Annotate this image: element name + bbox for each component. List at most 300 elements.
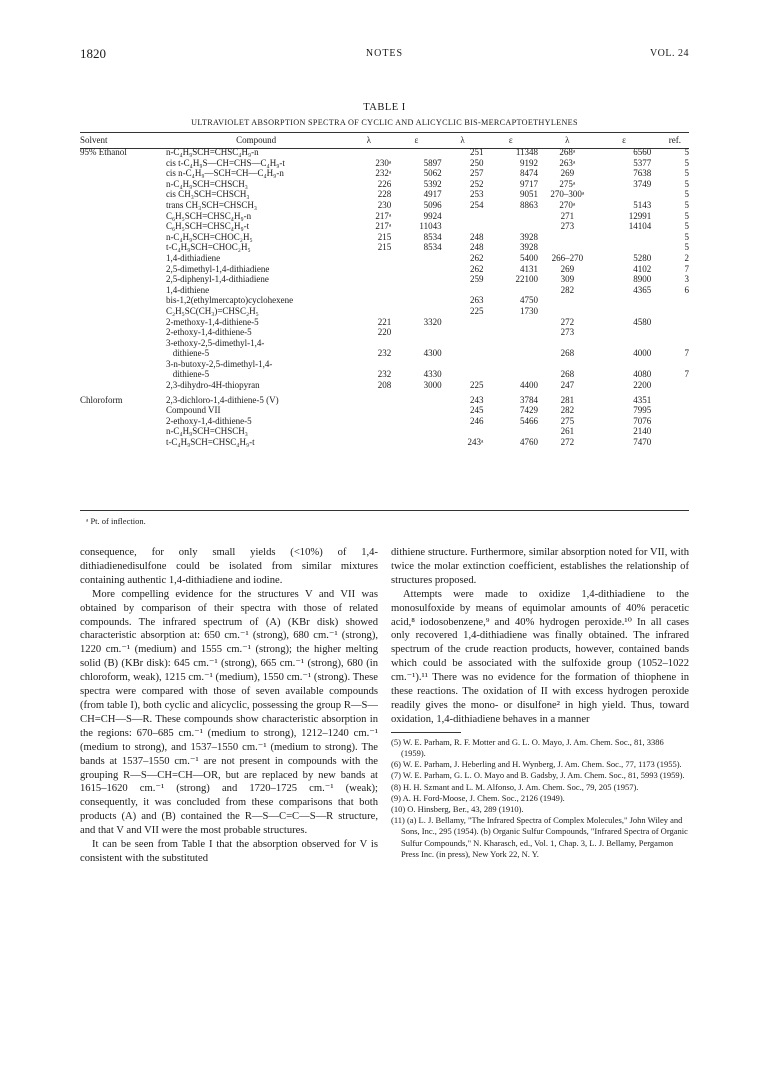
value-cell: 217ᵃ <box>375 210 392 221</box>
compound-cell: 3-n-butoxy-2,5-dimethyl-1,4- <box>165 358 273 369</box>
value-cell: 282 <box>560 284 575 295</box>
compound-cell: t-C₄H₉SCH=CHOC₂H₅ <box>165 242 251 253</box>
value-cell: 230ᵃ <box>375 157 392 168</box>
value-cell: 5897 <box>423 157 442 168</box>
value-cell: 248 <box>470 242 484 253</box>
compound-cell: cis CH₃SCH=CHSCH₃ <box>165 189 250 200</box>
value-cell: 7429 <box>520 405 539 416</box>
value-cell: 270ᵃ <box>559 199 576 210</box>
ref-cell <box>651 380 689 391</box>
value-cell: 309 <box>560 274 575 285</box>
ref-cell <box>651 426 689 437</box>
value-cell <box>442 221 484 232</box>
value-cell <box>442 211 484 222</box>
table-row <box>80 416 689 427</box>
value-cell: 245 <box>470 405 484 416</box>
footnote: (5) W. E. Parham, R. F. Motter and G. L. O. Mayo, J. Am. Chem. Soc., 81, 3386 (1959). <box>391 736 664 758</box>
ref-cell: 7 <box>684 369 689 380</box>
value-cell: 4750 <box>520 295 539 306</box>
value-cell: 230 <box>377 199 392 210</box>
value-cell: 266–270 <box>551 252 584 263</box>
table-row <box>80 348 689 359</box>
value-cell <box>442 338 484 349</box>
table-row <box>80 391 689 406</box>
value-cell: 8534 <box>423 242 442 253</box>
table-row <box>80 317 689 328</box>
ref-cell: 5 <box>684 231 689 242</box>
compound-cell: t-C₄H₉SCH=CHSC₄H₉-t <box>165 437 255 448</box>
solvent-cell <box>80 426 166 437</box>
value-cell: 3928 <box>520 231 539 242</box>
value-cell: 7638 <box>633 168 652 179</box>
ref-cell <box>651 359 689 370</box>
value-cell: 225 <box>470 305 484 316</box>
value-cell <box>391 147 441 158</box>
value-cell <box>346 285 391 296</box>
value-cell: 8863 <box>520 199 539 210</box>
ref-cell <box>651 437 689 448</box>
value-cell: 220 <box>377 327 392 338</box>
value-cell <box>484 327 539 338</box>
value-cell: 5466 <box>520 415 539 426</box>
value-cell <box>442 285 484 296</box>
value-cell <box>538 306 597 317</box>
compound-cell: 2-methoxy-1,4-dithiene-5 <box>165 316 259 327</box>
compound-cell: 3-ethoxy-2,5-dimethyl-1,4- <box>165 337 265 348</box>
compound-cell: C₂H₅SC(CH₃)=CHSC₂H₅ <box>165 305 259 316</box>
value-cell <box>346 147 391 158</box>
left-text-column <box>80 546 378 866</box>
table-row <box>80 232 689 243</box>
table-body <box>80 147 689 448</box>
compound-cell: bis-1,2(ethylmercapto)cyclohexene <box>165 295 294 306</box>
footnote: (8) H. H. Szmant and L. M. Alfonso, J. Am. Chem. Soc., 79, 205 (1957). <box>391 781 639 792</box>
table-row <box>80 158 689 169</box>
value-cell <box>346 437 391 448</box>
paragraph: consequence, for only small yields (<10%) of 1,4-dithiadienedisulfone could be isolated from similar mixtures containing authentic 1,4-dithiadiene and iodine. <box>80 547 378 586</box>
paragraph: It can be seen from Table I that the absorption observed for V is consistent with the substituted <box>80 839 378 864</box>
value-cell: 5096 <box>423 199 442 210</box>
solvent-cell <box>80 200 166 211</box>
solvent-cell <box>80 405 166 416</box>
value-cell: 217ᵃ <box>375 221 392 232</box>
compound-cell: n-C₄H₉SCH=CHSCH₃ <box>165 178 248 189</box>
solvent-cell <box>80 242 166 253</box>
value-cell <box>442 348 484 359</box>
value-cell <box>484 211 539 222</box>
value-cell: 252 <box>470 178 484 189</box>
solvent-cell <box>80 189 166 200</box>
value-cell: 272 <box>560 316 575 327</box>
value-cell: 5392 <box>423 178 442 189</box>
column-header: λ <box>565 135 570 146</box>
ref-cell: 3 <box>684 274 689 285</box>
footnote: (11) (a) L. J. Bellamy, "The Infrared Spectra of Complex Molecules," John Wiley and Sons, Inc., 295 (1954). (b) Organic Sulfur Compounds, "Infrared Spectra of Organic Sulfur Compounds," N. Kharasch, ed., Vol. 1, Chap. 3, L. J. Bellamy, Pergamon Press Inc. (in press), New York 22, N. Y. <box>391 815 688 859</box>
value-cell: 273 <box>560 327 575 338</box>
ref-cell <box>651 317 689 328</box>
value-cell: 4300 <box>423 348 442 359</box>
value-cell: 3320 <box>423 316 442 327</box>
solvent-cell: 95% Ethanol <box>80 147 127 157</box>
value-cell: 254 <box>470 199 484 210</box>
value-cell: 232 <box>377 348 392 359</box>
solvent-cell: Chloroform <box>80 394 123 405</box>
value-cell: 269 <box>560 168 575 179</box>
compound-cell: cis t-C₄H₉S—CH=CHS—C₄H₉-t <box>165 157 285 168</box>
value-cell <box>346 264 391 275</box>
value-cell: 4760 <box>520 437 539 448</box>
value-cell: 12991 <box>628 210 652 221</box>
compound-cell: Compound VII <box>165 405 221 416</box>
footnote: (7) W. E. Parham, G. L. O. Mayo and B. Gadsby, J. Am. Chem. Soc., 81, 5993 (1959). <box>391 770 685 781</box>
value-cell <box>391 437 441 448</box>
value-cell: 4080 <box>633 369 652 380</box>
value-cell: 2140 <box>633 426 652 437</box>
value-cell: 9924 <box>423 210 442 221</box>
compound-cell: 2,5-diphenyl-1,4-dithiadiene <box>165 274 269 285</box>
value-cell <box>484 285 539 296</box>
solvent-cell <box>80 285 166 296</box>
value-cell: 262 <box>470 263 484 274</box>
value-cell: 263 <box>470 295 484 306</box>
value-cell: 225 <box>470 380 484 391</box>
ref-cell <box>651 405 689 416</box>
value-cell <box>484 348 539 359</box>
value-cell: 247 <box>560 380 575 391</box>
solvent-cell <box>80 158 166 169</box>
table-row <box>80 327 689 338</box>
value-cell: 243 <box>470 394 484 405</box>
value-cell <box>391 285 441 296</box>
table-row <box>80 147 689 158</box>
table-row <box>80 285 689 296</box>
table-row <box>80 306 689 317</box>
value-cell: 5280 <box>633 252 652 263</box>
solvent-cell <box>80 221 166 232</box>
compound-cell: C₆H₅SCH=CHSC₄H₉-n <box>165 210 252 221</box>
value-cell: 228 <box>377 189 392 200</box>
column-header: Solvent <box>80 135 108 146</box>
value-cell <box>597 242 652 253</box>
table-footnote: ᵃ Pt. of inflection. <box>86 516 146 526</box>
value-cell: 259 <box>470 274 484 285</box>
value-cell: 273 <box>560 221 575 232</box>
value-cell: 4102 <box>633 263 652 274</box>
value-cell <box>597 306 652 317</box>
value-cell <box>391 306 441 317</box>
value-cell: 22100 <box>515 274 539 285</box>
value-cell <box>597 359 652 370</box>
value-cell <box>442 327 484 338</box>
value-cell <box>346 416 391 427</box>
value-cell: 3784 <box>520 394 539 405</box>
table-row <box>80 242 689 253</box>
value-cell <box>346 306 391 317</box>
value-cell <box>391 426 441 437</box>
value-cell: 262 <box>470 252 484 263</box>
table-row <box>80 369 689 380</box>
footnote-rule <box>391 732 461 733</box>
compound-cell: 1,4-dithiene <box>165 284 210 295</box>
ref-cell: 5 <box>684 178 689 189</box>
value-cell: 7470 <box>633 437 652 448</box>
footnote: (10) O. Hinsberg, Ber., 43, 289 (1910). <box>391 804 524 814</box>
value-cell: 251 <box>470 147 484 157</box>
volume-label: VOL. 24 <box>649 48 689 59</box>
value-cell <box>484 359 539 370</box>
value-cell: 3000 <box>423 380 442 391</box>
solvent-cell <box>80 369 166 380</box>
value-cell: 250 <box>470 157 484 168</box>
table-bottom-rule <box>80 510 689 511</box>
ref-cell: 7 <box>684 263 689 274</box>
footnote: (9) A. H. Ford-Moose, J. Chem. Soc., 2126 (1949). <box>391 792 565 803</box>
value-cell <box>346 338 391 349</box>
value-cell <box>346 426 391 437</box>
solvent-cell <box>80 359 166 370</box>
value-cell <box>484 338 539 349</box>
ref-cell: 7 <box>684 348 689 359</box>
value-cell: 4131 <box>520 263 539 274</box>
value-cell: 1730 <box>520 305 539 316</box>
value-cell <box>597 189 652 200</box>
value-cell <box>484 369 539 380</box>
value-cell: 4917 <box>423 189 442 200</box>
solvent-cell <box>80 437 166 448</box>
value-cell: 215 <box>377 231 392 242</box>
value-cell <box>391 327 441 338</box>
value-cell <box>538 338 597 349</box>
ref-cell: 5 <box>684 242 689 253</box>
value-cell <box>538 359 597 370</box>
value-cell: 268ᵃ <box>559 147 576 157</box>
solvent-cell <box>80 295 166 306</box>
value-cell <box>346 274 391 285</box>
solvent-cell <box>80 338 166 349</box>
ref-cell: 5 <box>684 199 689 210</box>
footnote: (6) W. E. Parham, J. Heberling and H. Wynberg, J. Am. Chem. Soc., 77, 1173 (1955). <box>391 759 682 770</box>
value-cell: 4580 <box>633 316 652 327</box>
value-cell: 275 <box>560 415 575 426</box>
value-cell: 8474 <box>520 168 539 179</box>
value-cell: 4365 <box>633 284 652 295</box>
solvent-cell <box>80 274 166 285</box>
value-cell <box>391 253 441 264</box>
table-row <box>80 426 689 437</box>
ref-cell: 5 <box>684 221 689 232</box>
value-cell <box>484 317 539 328</box>
column-header: ε <box>622 135 626 146</box>
ref-cell: 6 <box>684 284 689 295</box>
compound-cell: dithiene-5 <box>165 369 210 380</box>
value-cell <box>391 264 441 275</box>
value-cell <box>391 338 441 349</box>
value-cell: 248 <box>470 231 484 242</box>
value-cell: 263ᵃ <box>559 157 576 168</box>
value-cell: 9192 <box>520 157 539 168</box>
value-cell <box>391 416 441 427</box>
value-cell: 215 <box>377 242 392 253</box>
value-cell: 268 <box>560 348 575 359</box>
value-cell <box>442 426 484 437</box>
value-cell: 275ᵃ <box>559 178 576 189</box>
solvent-cell <box>80 327 166 338</box>
value-cell: 9717 <box>520 178 539 189</box>
value-cell <box>346 405 391 416</box>
table-row <box>80 253 689 264</box>
compound-cell: n-C₄H₉SCH=CHOC₂H₅ <box>165 231 253 242</box>
ref-cell <box>651 327 689 338</box>
ref-cell <box>651 295 689 306</box>
ref-cell: 5 <box>684 210 689 221</box>
value-cell: 268 <box>560 369 575 380</box>
compound-cell: 2,3-dihydro-4H-thiopyran <box>165 380 260 391</box>
solvent-cell <box>80 317 166 328</box>
value-cell: 6560 <box>633 147 652 157</box>
solvent-cell <box>80 211 166 222</box>
table-header-row <box>80 134 689 147</box>
compound-cell: 2,5-dimethyl-1,4-dithiadiene <box>165 263 270 274</box>
compound-cell: 1,4-dithiadiene <box>165 252 221 263</box>
compound-cell: C₆H₅SCH=CHSC₄H₉-t <box>165 221 250 232</box>
value-cell <box>538 232 597 243</box>
compound-cell: 2,3-dichloro-1,4-dithiene-5 (V) <box>165 394 279 405</box>
value-cell <box>538 242 597 253</box>
value-cell: 5143 <box>633 199 652 210</box>
value-cell: 261 <box>560 426 575 437</box>
page-number: 1820 <box>80 46 106 61</box>
value-cell <box>391 295 441 306</box>
table-top-rule <box>80 132 689 133</box>
ref-cell: 5 <box>684 147 689 157</box>
value-cell: 4400 <box>520 380 539 391</box>
value-cell: 11043 <box>419 221 442 232</box>
ref-cell: 5 <box>684 157 689 168</box>
value-cell: 2200 <box>633 380 652 391</box>
value-cell: 3928 <box>520 242 539 253</box>
solvent-cell <box>80 168 166 179</box>
value-cell: 232ᵃ <box>375 168 392 179</box>
solvent-cell <box>80 306 166 317</box>
compound-cell: 2-ethoxy-1,4-dithiene-5 <box>165 327 252 338</box>
value-cell <box>391 359 441 370</box>
column-header: ε <box>414 135 419 146</box>
value-cell <box>597 295 652 306</box>
ref-cell <box>651 306 689 317</box>
table-row <box>80 221 689 232</box>
value-cell: 257 <box>470 168 484 179</box>
value-cell: 5400 <box>520 252 539 263</box>
table-row <box>80 437 689 448</box>
table-row <box>80 295 689 306</box>
table-row <box>80 274 689 285</box>
value-cell: 281 <box>560 394 575 405</box>
value-cell: 9051 <box>520 189 539 200</box>
value-cell <box>597 338 652 349</box>
table-row <box>80 359 689 370</box>
value-cell <box>346 295 391 306</box>
table-row <box>80 200 689 211</box>
table-subtitle: ULTRAVIOLET ABSORPTION SPECTRA OF CYCLIC AND ALICYCLIC BIS-MERCAPTOETHYLENES <box>191 118 578 127</box>
value-cell: 243ᵃ <box>467 437 484 448</box>
paragraph: dithiene structure. Furthermore, similar absorption noted for VII, with twice the molar extinction coefficient, establishes the relationship of structures proposed. <box>391 547 689 586</box>
column-header: λ <box>460 135 465 146</box>
value-cell <box>346 391 391 406</box>
value-cell: 8900 <box>633 274 652 285</box>
column-header: ref. <box>668 135 681 146</box>
ref-cell: 5 <box>684 189 689 200</box>
value-cell: 7995 <box>633 405 652 416</box>
ref-cell <box>651 416 689 427</box>
value-cell: 5377 <box>633 157 652 168</box>
uv-spectra-table <box>80 134 689 448</box>
solvent-cell <box>80 253 166 264</box>
value-cell: 270–300ᵃ <box>550 189 585 200</box>
compound-cell: trans CH₃SCH=CHSCH₃ <box>165 199 258 210</box>
compound-cell: n-C₄H₉SCH=CHSCH₃ <box>165 426 248 437</box>
value-cell <box>391 274 441 285</box>
value-cell <box>597 327 652 338</box>
table-row <box>80 168 689 179</box>
value-cell <box>391 391 441 406</box>
solvent-cell <box>80 264 166 275</box>
column-header: λ <box>366 135 371 146</box>
ref-cell <box>651 391 689 406</box>
value-cell: 4000 <box>633 348 652 359</box>
value-cell: 232 <box>377 369 392 380</box>
table-row <box>80 189 689 200</box>
table-row <box>80 264 689 275</box>
value-cell: 269 <box>560 263 575 274</box>
value-cell <box>484 221 539 232</box>
value-cell <box>391 405 441 416</box>
value-cell: 253 <box>470 189 484 200</box>
value-cell: 14104 <box>628 221 652 232</box>
table-row <box>80 179 689 190</box>
value-cell: 208 <box>377 380 392 391</box>
value-cell <box>484 426 539 437</box>
value-cell: 8534 <box>423 231 442 242</box>
value-cell: 4351 <box>633 394 652 405</box>
value-cell: 271 <box>560 210 575 221</box>
value-cell <box>442 359 484 370</box>
value-cell: 272 <box>560 437 575 448</box>
value-cell <box>346 359 391 370</box>
table-title: TABLE I <box>363 102 406 113</box>
value-cell <box>597 232 652 243</box>
value-cell: 221 <box>377 316 392 327</box>
solvent-cell <box>80 232 166 243</box>
value-cell: 7076 <box>633 415 652 426</box>
value-cell: 5062 <box>423 168 442 179</box>
table-row <box>80 211 689 222</box>
value-cell <box>442 317 484 328</box>
table-row <box>80 338 689 349</box>
table-row <box>80 380 689 391</box>
right-text-column <box>391 546 689 860</box>
value-cell: 226 <box>377 178 392 189</box>
value-cell: 4330 <box>423 369 442 380</box>
column-header: Compound <box>236 135 277 146</box>
value-cell: 3749 <box>633 178 652 189</box>
ref-cell: 5 <box>684 168 689 179</box>
ref-cell <box>651 338 689 349</box>
value-cell: 246 <box>470 415 484 426</box>
value-cell: 282 <box>560 405 575 416</box>
ref-cell: 2 <box>684 252 689 263</box>
solvent-cell <box>80 416 166 427</box>
section-title: NOTES <box>365 48 404 59</box>
